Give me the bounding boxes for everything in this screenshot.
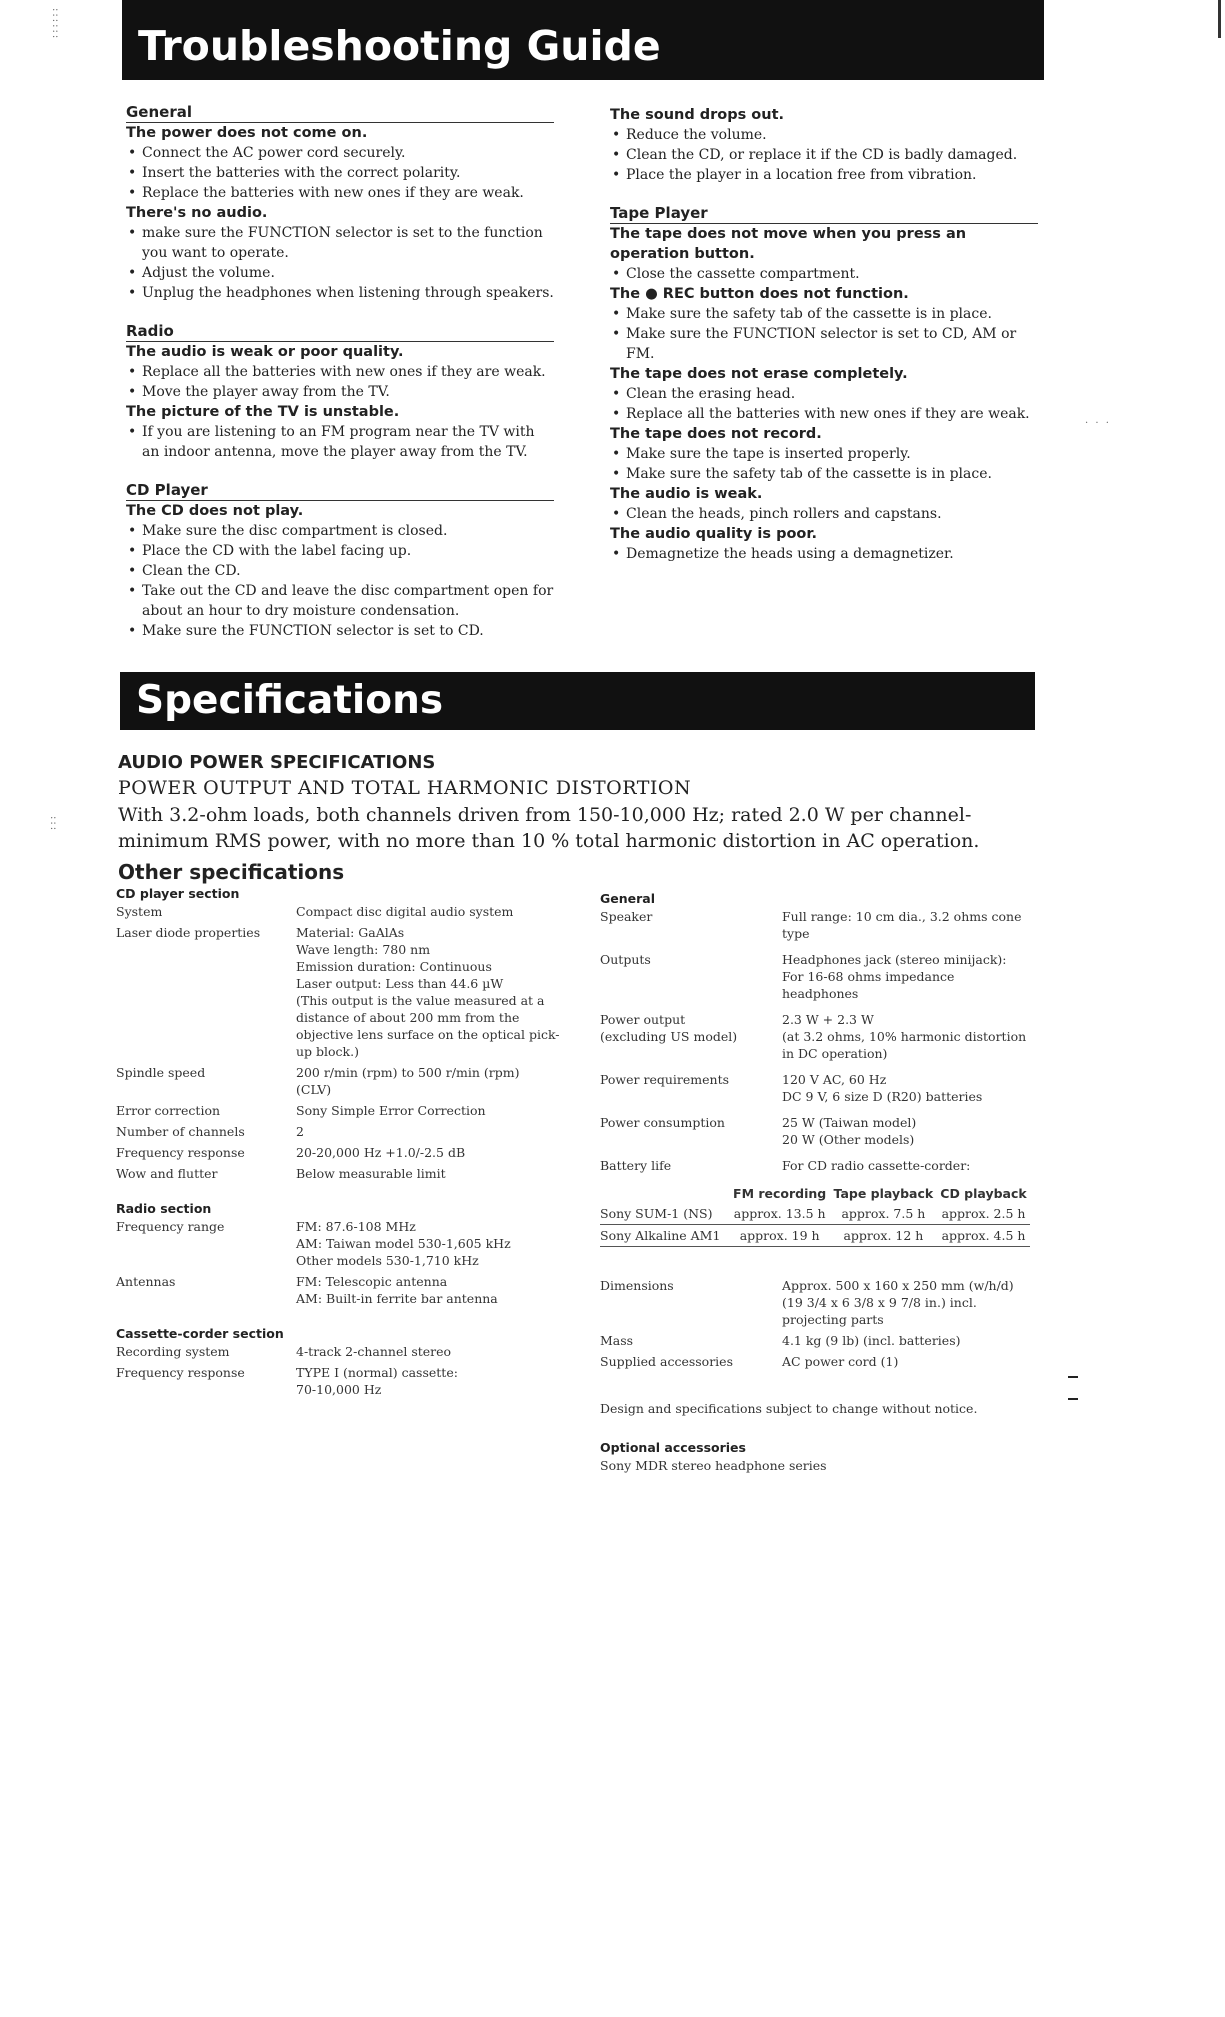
section-heading	[126, 480, 554, 501]
spec-value: 20-20,000 Hz +1.0/-2.5 dB	[296, 1145, 466, 1160]
spec-row	[116, 903, 561, 920]
spec-label: Error correction	[116, 1103, 221, 1118]
problem-heading: The tape does not move when you press an operation button.	[610, 226, 967, 262]
solution-item: • Make sure the safety tab of the cassette is in place.	[610, 464, 1038, 484]
solution-item: • Insert the batteries with the correct polarity.	[126, 163, 554, 183]
spec-row	[600, 951, 1030, 1002]
battery-table-header-cell: FM recording	[733, 1186, 827, 1201]
spec-row	[116, 1218, 561, 1269]
spec-value: 2.3 W + 2.3 W (at 3.2 ohms, 10% harmonic distortion in DC operation)	[782, 1012, 1027, 1061]
solution-item: • Replace the batteries with new ones if they are weak.	[126, 183, 554, 203]
optional-accessories-text	[600, 1457, 1030, 1474]
solution-item: • Take out the CD and leave the disc compartment open for about an hour to dry moisture condensation.	[126, 581, 554, 621]
spec-row	[116, 1273, 561, 1307]
section-heading	[610, 203, 1038, 224]
spec-value: Material: GaAlAs Wave length: 780 nm Emission duration: Continuous Laser output: Less than 44.6 µW (This output is the value measured at a distance of about 200 mm from the objective lens surface on the optical pick-up block.)	[296, 925, 560, 1059]
problem-heading: The power does not come on.	[126, 125, 368, 141]
spec-row	[116, 1364, 561, 1398]
spec-value: 2	[296, 1124, 304, 1139]
spec-value: TYPE I (normal) cassette: 70-10,000 Hz	[296, 1365, 458, 1397]
spec-value: 4.1 kg (9 lb) (incl. batteries)	[782, 1333, 961, 1348]
spec-label: Frequency response	[116, 1145, 245, 1160]
spec-label: Power consumption	[600, 1115, 725, 1130]
section-heading-text: General	[126, 103, 192, 121]
solution-item: • Clean the CD.	[126, 561, 554, 581]
spec-value: Below measurable limit	[296, 1166, 446, 1181]
spec-label: Supplied accessories	[600, 1354, 733, 1369]
battery-life-table	[600, 1184, 1030, 1247]
solution-item: • Replace all the batteries with new ones if they are weak.	[126, 362, 554, 382]
problem-heading: The audio is weak.	[610, 486, 763, 502]
general-heading: General	[600, 891, 655, 906]
spec-row	[116, 1123, 561, 1140]
table-cell: approx. 4.5 h	[937, 1225, 1030, 1247]
specifications-banner	[120, 672, 1035, 730]
solution-item: • Clean the CD, or replace it if the CD is badly damaged.	[610, 145, 1038, 165]
spec-section-heading: Radio section	[116, 1201, 212, 1216]
problem-heading: There's no audio.	[126, 205, 268, 221]
solution-item: • Unplug the headphones when listening through speakers.	[126, 283, 554, 303]
table-cell: Sony SUM-1 (NS)	[600, 1203, 730, 1225]
section-gap	[126, 462, 554, 480]
general-spec-list	[600, 908, 1030, 1174]
spec-row	[600, 1277, 1030, 1328]
specifications-left-column	[116, 885, 561, 1402]
troubleshooting-left-column	[126, 102, 554, 641]
spec-row	[116, 1102, 561, 1119]
spec-value: Compact disc digital audio system	[296, 904, 514, 919]
spec-label: Spindle speed	[116, 1065, 206, 1080]
table-row	[600, 1225, 1030, 1247]
solution-item: • Replace all the batteries with new ones if they are weak.	[610, 404, 1038, 424]
problem-heading: The CD does not play.	[126, 503, 304, 519]
solution-item: • Make sure the FUNCTION selector is set to CD.	[126, 621, 554, 641]
spec-row	[600, 1353, 1030, 1370]
spec-label: Frequency response	[116, 1365, 245, 1380]
section-heading	[126, 321, 554, 342]
spec-value: 200 r/min (rpm) to 500 r/min (rpm) (CLV)	[296, 1065, 520, 1097]
margin-dots-left-2: :::	[48, 816, 59, 833]
edge-mark-top	[1218, 0, 1221, 38]
solution-item: • Make sure the FUNCTION selector is set to CD, AM or FM.	[610, 324, 1038, 364]
section-heading	[126, 102, 554, 123]
solution-item: • Place the CD with the label facing up.	[126, 541, 554, 561]
spec-label: Number of channels	[116, 1124, 245, 1139]
spec-label: Frequency range	[116, 1219, 225, 1234]
spec-row	[600, 1157, 1030, 1174]
battery-table-header-cell: CD playback	[940, 1186, 1027, 1201]
solution-item: • Place the player in a location free from vibration.	[610, 165, 1038, 185]
spec-label: Mass	[600, 1333, 634, 1348]
spec-value: FM: Telescopic antenna AM: Built-in ferrite bar antenna	[296, 1274, 498, 1306]
spec-value: 25 W (Taiwan model) 20 W (Other models)	[782, 1115, 917, 1147]
margin-dots-right: . . .	[1085, 415, 1111, 426]
margin-dash-2	[1068, 1398, 1078, 1400]
spec-label: Recording system	[116, 1344, 230, 1359]
solution-item: • make sure the FUNCTION selector is set to the function you want to operate.	[126, 223, 554, 263]
troubleshooting-right-column	[610, 105, 1038, 564]
problem-heading: The audio quality is poor.	[610, 526, 817, 542]
problem-heading: The audio is weak or poor quality.	[126, 344, 404, 360]
specifications-right-column	[600, 890, 1030, 1474]
spec-label: Speaker	[600, 909, 653, 924]
spec-value: 4-track 2-channel stereo	[296, 1344, 452, 1359]
spec-row	[116, 924, 561, 1060]
spec-value: For CD radio cassette-corder:	[782, 1158, 971, 1173]
spec-section-heading: CD player section	[116, 886, 240, 901]
spec-row	[600, 908, 1030, 942]
section-heading-text: Tape Player	[610, 204, 708, 222]
problem-heading: The picture of the TV is unstable.	[126, 404, 400, 420]
section-heading-text: CD Player	[126, 481, 208, 499]
audio-power-text: With 3.2-ohm loads, both channels driven from 150-10,000 Hz; rated 2.0 W per channel-minimum RMS power, with no more than 10 % total harmonic distortion in AC operation.	[118, 804, 980, 852]
margin-dots-left: ::::::	[50, 8, 61, 41]
spec-row	[600, 1114, 1030, 1148]
battery-table-header	[600, 1184, 1030, 1203]
spec-value: Full range: 10 cm dia., 3.2 ohms cone type	[782, 909, 1022, 941]
spec-value: Headphones jack (stereo minijack): For 16-68 ohms impedance headphones	[782, 952, 1007, 1001]
problem-heading: The tape does not erase completely.	[610, 366, 908, 382]
spec-notice	[600, 1400, 1030, 1417]
troubleshooting-banner	[122, 0, 1044, 80]
spec-label: Outputs	[600, 952, 651, 967]
section-gap	[610, 185, 1038, 203]
section-gap	[126, 303, 554, 321]
spec-label: Power output (excluding US model)	[600, 1012, 738, 1044]
audio-power-subheading: POWER OUTPUT AND TOTAL HARMONIC DISTORTION	[118, 777, 692, 799]
spec-label: Dimensions	[600, 1278, 674, 1293]
solution-item: • Make sure the disc compartment is closed.	[126, 521, 554, 541]
spec-row	[600, 1071, 1030, 1105]
solution-item: • Close the cassette compartment.	[610, 264, 1038, 284]
spec-value: FM: 87.6-108 MHz AM: Taiwan model 530-1,605 kHz Other models 530-1,710 kHz	[296, 1219, 511, 1268]
spec-label: Antennas	[116, 1274, 176, 1289]
spec-label: System	[116, 904, 163, 919]
spec-value: 120 V AC, 60 Hz DC 9 V, 6 size D (R20) batteries	[782, 1072, 983, 1104]
specifications-title: Specifications	[136, 678, 444, 723]
table-cell: approx. 19 h	[730, 1225, 830, 1247]
solution-item: • Move the player away from the TV.	[126, 382, 554, 402]
battery-table-header-cell: Tape playback	[833, 1186, 934, 1201]
solution-item: • Demagnetize the heads using a demagnetizer.	[610, 544, 1038, 564]
solution-item: • Make sure the safety tab of the cassette is in place.	[610, 304, 1038, 324]
spec-row	[600, 1011, 1030, 1062]
spec-value: AC power cord (1)	[782, 1354, 899, 1369]
table-row	[600, 1203, 1030, 1225]
table-cell: approx. 12 h	[830, 1225, 937, 1247]
spec-label: Power requirements	[600, 1072, 730, 1087]
spec-row	[116, 1343, 561, 1360]
spec-row	[116, 1064, 561, 1098]
audio-power-heading: AUDIO POWER SPECIFICATIONS	[118, 752, 436, 773]
solution-item: • Adjust the volume.	[126, 263, 554, 283]
spec-label: Laser diode properties	[116, 925, 261, 940]
problem-heading: The sound drops out.	[610, 107, 785, 123]
problem-heading: The ● REC button does not function.	[610, 286, 909, 302]
table-cell: approx. 7.5 h	[830, 1203, 937, 1225]
margin-dash-1	[1068, 1376, 1078, 1378]
solution-item: • Clean the heads, pinch rollers and capstans.	[610, 504, 1038, 524]
optional-accessories-heading: Optional accessories	[600, 1440, 746, 1455]
spec-value: Approx. 500 x 160 x 250 mm (w/h/d) (19 3/4 x 6 3/8 x 9 7/8 in.) incl. projecting parts	[782, 1278, 1014, 1327]
solution-item: • Reduce the volume.	[610, 125, 1038, 145]
table-cell: approx. 13.5 h	[730, 1203, 830, 1225]
spec-value: Sony Simple Error Correction	[296, 1103, 486, 1118]
table-cell: approx. 2.5 h	[937, 1203, 1030, 1225]
solution-item: • Connect the AC power cord securely.	[126, 143, 554, 163]
spec-row	[116, 1165, 561, 1182]
spec-label: Battery life	[600, 1158, 672, 1173]
spec-label: Wow and flutter	[116, 1166, 218, 1181]
solution-item: • If you are listening to an FM program near the TV with an indoor antenna, move the player away from the TV.	[126, 422, 554, 462]
table-cell: Sony Alkaline AM1	[600, 1225, 730, 1247]
spec-section-heading: Cassette-corder section	[116, 1326, 284, 1341]
troubleshooting-title: Troubleshooting Guide	[138, 22, 661, 70]
spec-row	[116, 1144, 561, 1161]
section-heading-text: Radio	[126, 322, 174, 340]
spec-row	[600, 1332, 1030, 1349]
general-spec-list-2	[600, 1277, 1030, 1370]
optional-accessories-value: Sony MDR stereo headphone series	[600, 1458, 827, 1473]
other-specifications-heading: Other specifications	[118, 860, 345, 884]
battery-table-header-cell	[600, 1184, 730, 1203]
notice-text: Design and specifications subject to change without notice.	[600, 1401, 978, 1416]
solution-item: • Clean the erasing head.	[610, 384, 1038, 404]
solution-item: • Make sure the tape is inserted properly.	[610, 444, 1038, 464]
problem-heading: The tape does not record.	[610, 426, 822, 442]
